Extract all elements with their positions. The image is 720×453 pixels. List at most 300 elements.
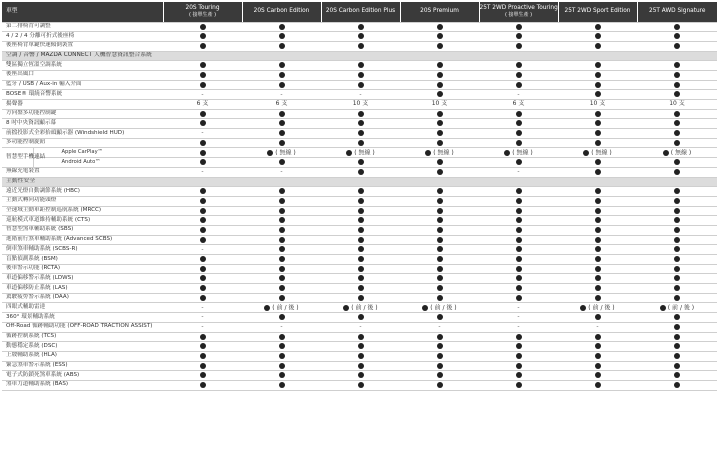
- spec-cell: [242, 100, 321, 110]
- spec-cell: [637, 187, 717, 197]
- standard-dot-icon: [516, 208, 522, 214]
- model-header-corner: 車型: [2, 2, 163, 22]
- spec-label: 360° 環景輔助系統: [2, 313, 163, 323]
- standard-dot-icon: [437, 169, 443, 175]
- standard-dot-icon: [200, 353, 206, 359]
- spec-label: 後座出風口: [2, 70, 163, 80]
- standard-dot-icon: [437, 72, 443, 78]
- spec-cell: [637, 61, 717, 71]
- spec-cell: [558, 109, 637, 119]
- spec-cell: [163, 119, 242, 129]
- spec-row: [2, 90, 717, 100]
- standard-dot-icon: [674, 256, 680, 262]
- spec-label: Off-Road 循跡輔助功能 (OFF-ROAD TRACTION ASSIST): [2, 322, 163, 332]
- spec-cell: [321, 284, 400, 294]
- standard-dot-icon: [437, 343, 443, 349]
- not-available-mark: -: [517, 168, 520, 176]
- spec-cell: [163, 22, 242, 32]
- spec-cell: [242, 351, 321, 361]
- spec-cell: [163, 264, 242, 274]
- spec-cell: [479, 303, 558, 313]
- standard-dot-icon: [200, 140, 206, 146]
- standard-dot-icon: [358, 62, 364, 68]
- spec-cell: [479, 371, 558, 381]
- standard-dot-icon: [279, 82, 285, 88]
- standard-dot-icon: [516, 198, 522, 204]
- spec-cell: [163, 371, 242, 381]
- spec-value: 10 支: [589, 100, 606, 108]
- spec-cell: [242, 158, 321, 168]
- spec-cell: [321, 313, 400, 323]
- spec-cell: [558, 70, 637, 80]
- spec-cell: [637, 41, 717, 51]
- standard-dot-icon: [279, 363, 285, 369]
- spec-row: [2, 380, 717, 390]
- spec-label: 車道偏移警示系統 (LDWS): [2, 274, 163, 284]
- model-name: 25T 2WD Sport Edition: [564, 8, 631, 15]
- spec-cell: [321, 196, 400, 206]
- spec-row: [2, 351, 717, 361]
- spec-cell: [400, 235, 479, 245]
- standard-dot-icon: [200, 120, 206, 126]
- standard-dot-icon: [595, 198, 601, 204]
- spec-cell: [163, 303, 242, 313]
- spec-cell: [400, 245, 479, 255]
- spec-row: [2, 41, 717, 51]
- not-available-mark: -: [517, 90, 520, 98]
- spec-cell: [321, 22, 400, 32]
- spec-cell: [321, 109, 400, 119]
- standard-dot-icon: [674, 285, 680, 291]
- standard-dot-icon: [516, 343, 522, 349]
- spec-row: [2, 70, 717, 80]
- not-available-mark: -: [359, 90, 362, 98]
- spec-cell: [163, 245, 242, 255]
- spec-cell: [479, 41, 558, 51]
- spec-label: 上坡輔助系統 (HLA): [2, 351, 163, 361]
- not-available-mark: -: [201, 303, 204, 311]
- spec-cell: [400, 361, 479, 371]
- spec-label: 主動式轉向功能頭燈: [2, 196, 163, 206]
- spec-cell: [479, 235, 558, 245]
- standard-dot-icon: [279, 130, 285, 136]
- spec-label: 倒車煞車輔助系統 (SCBS-R): [2, 245, 163, 255]
- not-available-mark: -: [280, 168, 283, 176]
- spec-cell: [637, 119, 717, 129]
- spec-cell: [637, 80, 717, 90]
- spec-cell: [637, 380, 717, 390]
- standard-dot-icon: [674, 382, 680, 388]
- model-name: 25T 2WD Proactive Touring: [479, 5, 558, 12]
- spec-cell: [558, 138, 637, 148]
- spec-label: 巡航模式車道維持輔助系統 (CTS): [2, 216, 163, 226]
- spec-cell: [558, 264, 637, 274]
- spec-cell: [637, 293, 717, 303]
- spec-cell: [163, 158, 242, 168]
- model-name: 20S Carbon Edition: [253, 8, 310, 15]
- spec-cell: [242, 196, 321, 206]
- spec-cell: [400, 274, 479, 284]
- standard-dot-icon: [279, 285, 285, 291]
- spec-cell: [637, 342, 717, 352]
- standard-dot-icon: [595, 382, 601, 388]
- spec-cell: [400, 293, 479, 303]
- standard-dot-icon: [279, 343, 285, 349]
- standard-dot-icon: [516, 188, 522, 194]
- standard-dot-icon: [437, 82, 443, 88]
- spec-cell: [637, 303, 717, 313]
- standard-dot-icon: [595, 188, 601, 194]
- spec-row: [2, 167, 717, 177]
- spec-cell: [242, 225, 321, 235]
- spec-cell: [558, 61, 637, 71]
- spec-value: 10 支: [352, 100, 369, 108]
- spec-cell: [400, 80, 479, 90]
- standard-dot-icon: [200, 363, 206, 369]
- spec-cell: [637, 274, 717, 284]
- standard-dot-icon: [516, 285, 522, 291]
- standard-dot-icon: [437, 266, 443, 272]
- spec-cell: [400, 216, 479, 226]
- spec-cell: [163, 196, 242, 206]
- standard-dot-icon: [200, 198, 206, 204]
- spec-cell: [242, 284, 321, 294]
- spec-cell: [242, 119, 321, 129]
- spec-cell: [400, 313, 479, 323]
- spec-cell: [163, 41, 242, 51]
- spec-cell: [637, 70, 717, 80]
- standard-dot-icon: [279, 237, 285, 243]
- spec-cell: [163, 255, 242, 265]
- spec-cell: [163, 225, 242, 235]
- spec-cell: [321, 322, 400, 332]
- spec-cell: [163, 61, 242, 71]
- spec-cell: [321, 216, 400, 226]
- standard-dot-icon: [595, 353, 601, 359]
- spec-cell: [558, 100, 637, 110]
- model-name: 20S Carbon Edition Plus: [325, 8, 396, 15]
- spec-row: [2, 284, 717, 294]
- standard-dot-icon: [674, 33, 680, 39]
- standard-dot-icon: [595, 169, 601, 175]
- spec-cell: [479, 167, 558, 177]
- spec-cell: [637, 22, 717, 32]
- standard-dot-icon: [595, 227, 601, 233]
- spec-cell: [479, 380, 558, 390]
- not-available-mark: -: [201, 323, 204, 331]
- spec-cell: [163, 32, 242, 42]
- spec-label: 進階前行煞車輔助系統 (Advanced SCBS): [2, 235, 163, 245]
- standard-dot-icon: [595, 140, 601, 146]
- standard-dot-icon: [595, 24, 601, 30]
- spec-cell: [479, 196, 558, 206]
- not-available-mark: -: [201, 129, 204, 137]
- standard-dot-icon: [437, 91, 443, 97]
- spec-cell: [321, 371, 400, 381]
- spec-cell: [163, 332, 242, 342]
- spec-cell: [479, 245, 558, 255]
- spec-cell: [242, 138, 321, 148]
- spec-row: [2, 322, 717, 332]
- spec-cell: [242, 303, 321, 313]
- model-header: [637, 2, 717, 22]
- spec-cell: [163, 380, 242, 390]
- spec-cell: [400, 129, 479, 139]
- spec-cell: [479, 225, 558, 235]
- spec-row: [2, 342, 717, 352]
- spec-cell: [163, 235, 242, 245]
- standard-dot-icon: [437, 334, 443, 340]
- standard-dot-icon: [279, 246, 285, 252]
- spec-label: 方向盤多功能控制鍵: [2, 109, 163, 119]
- standard-dot-icon: [279, 159, 285, 165]
- standard-dot-icon: [358, 33, 364, 39]
- standard-dot-icon: [358, 334, 364, 340]
- spec-cell: [558, 225, 637, 235]
- spec-cell: [558, 22, 637, 32]
- spec-cell: [637, 284, 717, 294]
- standard-dot-icon: [279, 140, 285, 146]
- spec-row: [2, 264, 717, 274]
- standard-dot-icon: [358, 72, 364, 78]
- standard-dot-icon: [200, 237, 206, 243]
- spec-cell: [400, 109, 479, 119]
- not-available-mark: -: [359, 323, 362, 331]
- spec-label: 電子式防鎖死煞車系統 (ABS): [2, 371, 163, 381]
- spec-cell: [321, 245, 400, 255]
- standard-dot-icon: [279, 275, 285, 281]
- standard-dot-icon: [200, 150, 206, 156]
- standard-dot-icon: [437, 43, 443, 49]
- standard-dot-icon: [674, 82, 680, 88]
- not-available-mark: -: [201, 168, 204, 176]
- spec-cell: [321, 235, 400, 245]
- spec-cell: [242, 80, 321, 90]
- spec-cell: [242, 206, 321, 216]
- standard-dot-icon: [200, 43, 206, 49]
- spec-cell: [479, 351, 558, 361]
- standard-dot-icon: [279, 62, 285, 68]
- spec-cell: [321, 303, 400, 313]
- spec-label: 多功能控制旋鈕: [2, 138, 163, 148]
- spec-cell: [321, 264, 400, 274]
- standard-dot-icon: [200, 188, 206, 194]
- standard-dot-icon: [358, 169, 364, 175]
- model-header: [242, 2, 321, 22]
- spec-value: 6 支: [196, 100, 209, 108]
- standard-dot-icon: [595, 159, 601, 165]
- standard-dot-icon: [674, 111, 680, 117]
- standard-dot-icon: [674, 227, 680, 233]
- spec-cell: [479, 148, 558, 158]
- standard-dot-icon: [279, 188, 285, 194]
- spec-cell: [321, 138, 400, 148]
- model-header: [321, 2, 400, 22]
- spec-cell: [637, 255, 717, 265]
- spec-cell: [400, 264, 479, 274]
- standard-dot-icon: [516, 256, 522, 262]
- standard-dot-icon: [279, 111, 285, 117]
- standard-dot-icon: [437, 130, 443, 136]
- standard-dot-icon: [279, 353, 285, 359]
- spec-cell: [558, 313, 637, 323]
- spec-cell: [637, 245, 717, 255]
- spec-cell: [558, 41, 637, 51]
- model-note: ( 接單生產 ): [504, 12, 533, 19]
- standard-dot-icon: [358, 372, 364, 378]
- standard-dot-icon: [595, 43, 601, 49]
- spec-row: [2, 129, 717, 139]
- standard-dot-icon: [437, 33, 443, 39]
- standard-dot-icon: [200, 256, 206, 262]
- spec-label: 智慧型煞車輔助系統 (SBS): [2, 225, 163, 235]
- standard-dot-icon: [437, 111, 443, 117]
- spec-cell: [479, 187, 558, 197]
- standard-dot-icon: [674, 266, 680, 272]
- spec-cell: [242, 322, 321, 332]
- standard-dot-icon: [674, 275, 680, 281]
- spec-label: 4 / 2 / 4 分離可折式後座椅: [2, 32, 163, 42]
- spec-cell: [321, 129, 400, 139]
- spec-cell: [558, 255, 637, 265]
- standard-dot-icon: [200, 334, 206, 340]
- spec-cell: [637, 100, 717, 110]
- standard-dot-icon: [674, 208, 680, 214]
- standard-dot-icon: [437, 256, 443, 262]
- spec-note: ( 前 / 後 ): [270, 304, 299, 312]
- spec-row: [2, 100, 717, 110]
- spec-cell: [479, 109, 558, 119]
- spec-cell: [321, 342, 400, 352]
- spec-cell: [163, 100, 242, 110]
- standard-dot-icon: [595, 334, 601, 340]
- spec-label: 後車警示功能 (RCTA): [2, 264, 163, 274]
- spec-cell: [637, 332, 717, 342]
- spec-cell: [242, 32, 321, 42]
- spec-cell: [163, 148, 242, 158]
- standard-dot-icon: [200, 111, 206, 117]
- spec-sublabel: Android Auto™: [33, 158, 163, 168]
- standard-dot-icon: [516, 382, 522, 388]
- spec-cell: [558, 148, 637, 158]
- standard-dot-icon: [279, 372, 285, 378]
- spec-cell: [479, 22, 558, 32]
- spec-cell: [321, 380, 400, 390]
- spec-label: BOSE® 環繞音響系統: [2, 90, 163, 100]
- spec-label: 遠近光燈自動調節系統 (HBC): [2, 187, 163, 197]
- standard-dot-icon: [200, 372, 206, 378]
- spec-row: [2, 22, 717, 32]
- spec-cell: [400, 158, 479, 168]
- standard-dot-icon: [674, 43, 680, 49]
- spec-cell: [637, 90, 717, 100]
- standard-dot-icon: [674, 169, 680, 175]
- spec-cell: [558, 342, 637, 352]
- standard-dot-icon: [437, 363, 443, 369]
- spec-cell: [321, 100, 400, 110]
- spec-row: [2, 158, 717, 168]
- spec-cell: [242, 187, 321, 197]
- spec-cell: [242, 167, 321, 177]
- not-available-mark: -: [438, 323, 441, 331]
- spec-cell: [321, 32, 400, 42]
- standard-dot-icon: [437, 217, 443, 223]
- spec-cell: [163, 351, 242, 361]
- standard-dot-icon: [595, 62, 601, 68]
- spec-cell: [163, 313, 242, 323]
- spec-cell: [479, 322, 558, 332]
- not-available-mark: -: [596, 323, 599, 331]
- standard-dot-icon: [516, 275, 522, 281]
- spec-cell: [400, 100, 479, 110]
- spec-row: [2, 216, 717, 226]
- standard-dot-icon: [516, 295, 522, 301]
- standard-dot-icon: [358, 343, 364, 349]
- standard-dot-icon: [516, 227, 522, 233]
- spec-cell: [242, 235, 321, 245]
- spec-cell: [163, 90, 242, 100]
- standard-dot-icon: [595, 343, 601, 349]
- spec-cell: [400, 371, 479, 381]
- standard-dot-icon: [358, 130, 364, 136]
- spec-cell: [400, 90, 479, 100]
- spec-cell: [479, 70, 558, 80]
- spec-cell: [163, 322, 242, 332]
- model-name: 20S Premium: [420, 8, 459, 15]
- standard-dot-icon: [674, 237, 680, 243]
- spec-label: 駕駛疲勞警示系統 (DAA): [2, 293, 163, 303]
- spec-table-body: [2, 22, 717, 390]
- standard-dot-icon: [358, 266, 364, 272]
- spec-cell: [321, 158, 400, 168]
- standard-dot-icon: [516, 72, 522, 78]
- spec-cell: [163, 70, 242, 80]
- spec-row: [2, 119, 717, 129]
- standard-dot-icon: [358, 198, 364, 204]
- standard-dot-icon: [358, 208, 364, 214]
- spec-table-header: [2, 2, 717, 22]
- standard-dot-icon: [437, 314, 443, 320]
- spec-table: [2, 2, 717, 391]
- standard-dot-icon: [516, 159, 522, 165]
- spec-cell: [479, 216, 558, 226]
- standard-dot-icon: [358, 111, 364, 117]
- spec-value: 10 支: [669, 100, 685, 108]
- standard-dot-icon: [358, 246, 364, 252]
- standard-dot-icon: [437, 382, 443, 388]
- spec-note: ( 前 / 後 ): [428, 304, 457, 312]
- standard-dot-icon: [595, 217, 601, 223]
- not-available-mark: -: [201, 313, 204, 321]
- standard-dot-icon: [674, 246, 680, 252]
- spec-cell: [558, 206, 637, 216]
- spec-cell: [321, 167, 400, 177]
- spec-label: 循跡控制系統 (TCS): [2, 332, 163, 342]
- spec-cell: [637, 129, 717, 139]
- spec-cell: [637, 225, 717, 235]
- spec-cell: [321, 293, 400, 303]
- standard-dot-icon: [200, 62, 206, 68]
- spec-label: 第二排椅背可調整: [2, 22, 163, 32]
- standard-dot-icon: [358, 256, 364, 262]
- standard-dot-icon: [595, 285, 601, 291]
- standard-dot-icon: [595, 91, 601, 97]
- standard-dot-icon: [595, 363, 601, 369]
- spec-label: 藍牙 / USB / Aux-in 輸入介面: [2, 80, 163, 90]
- standard-dot-icon: [358, 159, 364, 165]
- spec-cell: [400, 148, 479, 158]
- spec-label: 煞車力道輔助系統 (BAS): [2, 380, 163, 390]
